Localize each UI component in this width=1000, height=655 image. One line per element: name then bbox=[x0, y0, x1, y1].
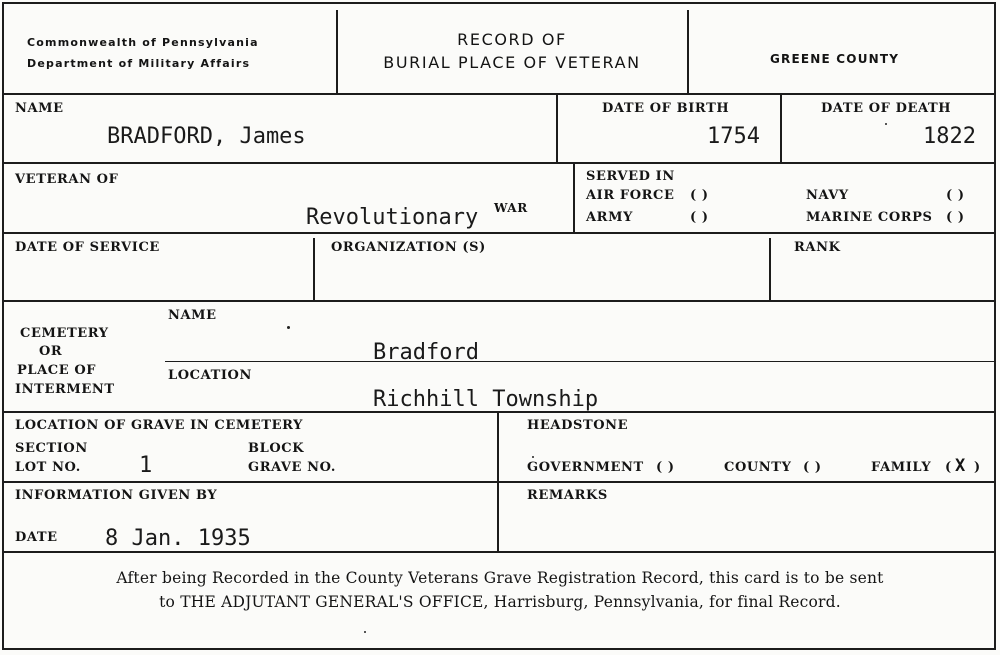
veteran-name: BRADFORD, James bbox=[107, 124, 306, 149]
navy-label: NAVY bbox=[806, 188, 849, 203]
section-label: SECTION bbox=[15, 441, 88, 456]
lot-number-label: LOT NO. bbox=[15, 460, 81, 475]
rule-v-header-2 bbox=[687, 10, 689, 93]
marine-corps-label: MARINE CORPS bbox=[806, 210, 933, 225]
rule-header bbox=[2, 93, 996, 95]
cemetery-location-label: LOCATION bbox=[168, 368, 252, 383]
scan-speck bbox=[885, 123, 887, 125]
remarks-label: REMARKS bbox=[527, 488, 608, 503]
veteran-of-label: VETERAN OF bbox=[15, 172, 119, 187]
footer-instruction-line-1: After being Recorded in the County Veterans Grave Registration Record, this card is to be sent bbox=[116, 569, 884, 587]
scan-speck bbox=[532, 456, 534, 458]
cemetery-location-value: Richhill Township bbox=[373, 387, 599, 412]
cemetery-side-label-1: CEMETERY bbox=[20, 326, 109, 341]
footer-instruction-line-2: to THE ADJUTANT GENERAL'S OFFICE, Harrisburg, Pennsylvania, for final Record. bbox=[159, 593, 841, 611]
rule-v-death bbox=[780, 93, 782, 162]
government-checkbox: ( ) bbox=[656, 460, 675, 475]
agency-line-1: Commonwealth of Pennsylvania bbox=[27, 36, 259, 49]
family-checkbox-open: ( bbox=[945, 460, 952, 475]
lot-number-value: 1 bbox=[139, 453, 153, 478]
family-label: FAMILY bbox=[871, 460, 932, 475]
army-checkbox: ( ) bbox=[690, 210, 709, 225]
cemetery-side-label-3: PLACE OF bbox=[17, 363, 97, 378]
air-force-label: AIR FORCE bbox=[586, 188, 675, 203]
headstone-label: HEADSTONE bbox=[527, 418, 629, 433]
rule-v-organization bbox=[313, 238, 315, 300]
organization-label: ORGANIZATION (S) bbox=[331, 240, 486, 255]
card-title-line-2: BURIAL PLACE OF VETERAN bbox=[383, 53, 641, 72]
cemetery-name-label: NAME bbox=[168, 308, 217, 323]
rule-v-rank bbox=[769, 238, 771, 300]
information-given-by-label: INFORMATION GIVEN BY bbox=[15, 488, 218, 503]
rule-cemetery-name bbox=[165, 361, 996, 362]
scan-speck bbox=[287, 326, 290, 329]
government-label: GOVERNMENT bbox=[527, 460, 644, 475]
date-of-death-value: 1822 bbox=[923, 124, 976, 149]
veteran-of-value: Revolutionary bbox=[306, 205, 479, 230]
cemetery-side-label-4: INTERMENT bbox=[15, 382, 115, 397]
county-label: COUNTY bbox=[724, 460, 792, 475]
county-name: GREENE COUNTY bbox=[770, 52, 900, 66]
rank-label: RANK bbox=[794, 240, 841, 255]
date-of-service-label: DATE OF SERVICE bbox=[15, 240, 160, 255]
agency-line-2: Department of Military Affairs bbox=[27, 57, 251, 70]
family-checkbox-close: ) bbox=[974, 460, 981, 475]
rule-service-row bbox=[2, 300, 996, 302]
date-value: 8 Jan. 1935 bbox=[105, 526, 251, 551]
rule-v-served bbox=[573, 162, 575, 232]
date-of-birth-value: 1754 bbox=[707, 124, 760, 149]
county-checkbox: ( ) bbox=[803, 460, 822, 475]
rule-grave-row bbox=[2, 481, 996, 483]
date-of-birth-label: DATE OF BIRTH bbox=[602, 101, 730, 116]
rule-v-remarks bbox=[497, 481, 499, 551]
marine-corps-checkbox: ( ) bbox=[946, 210, 965, 225]
rule-v-headstone bbox=[497, 411, 499, 481]
air-force-checkbox: ( ) bbox=[690, 188, 709, 203]
scan-speck bbox=[364, 631, 366, 633]
date-of-death-label: DATE OF DEATH bbox=[821, 101, 952, 116]
block-label: BLOCK bbox=[248, 441, 305, 456]
navy-checkbox: ( ) bbox=[946, 188, 965, 203]
card-title-line-1: RECORD OF bbox=[457, 30, 567, 49]
rule-v-birth bbox=[556, 93, 558, 162]
cemetery-side-label-2: OR bbox=[39, 344, 63, 359]
family-checkbox-mark: X bbox=[955, 456, 966, 476]
cemetery-name-value: Bradford bbox=[373, 340, 479, 365]
date-label: DATE bbox=[15, 530, 58, 545]
served-in-label: SERVED IN bbox=[586, 169, 675, 184]
name-label: NAME bbox=[15, 101, 64, 116]
grave-location-title: LOCATION OF GRAVE IN CEMETERY bbox=[15, 418, 304, 433]
rule-v-header-1 bbox=[336, 10, 338, 93]
grave-number-label: GRAVE NO. bbox=[248, 460, 336, 475]
rule-info-row bbox=[2, 551, 996, 553]
rule-name-row bbox=[2, 162, 996, 164]
army-label: ARMY bbox=[586, 210, 633, 225]
war-mark: WAR bbox=[494, 201, 528, 215]
rule-veteran-row bbox=[2, 232, 996, 234]
